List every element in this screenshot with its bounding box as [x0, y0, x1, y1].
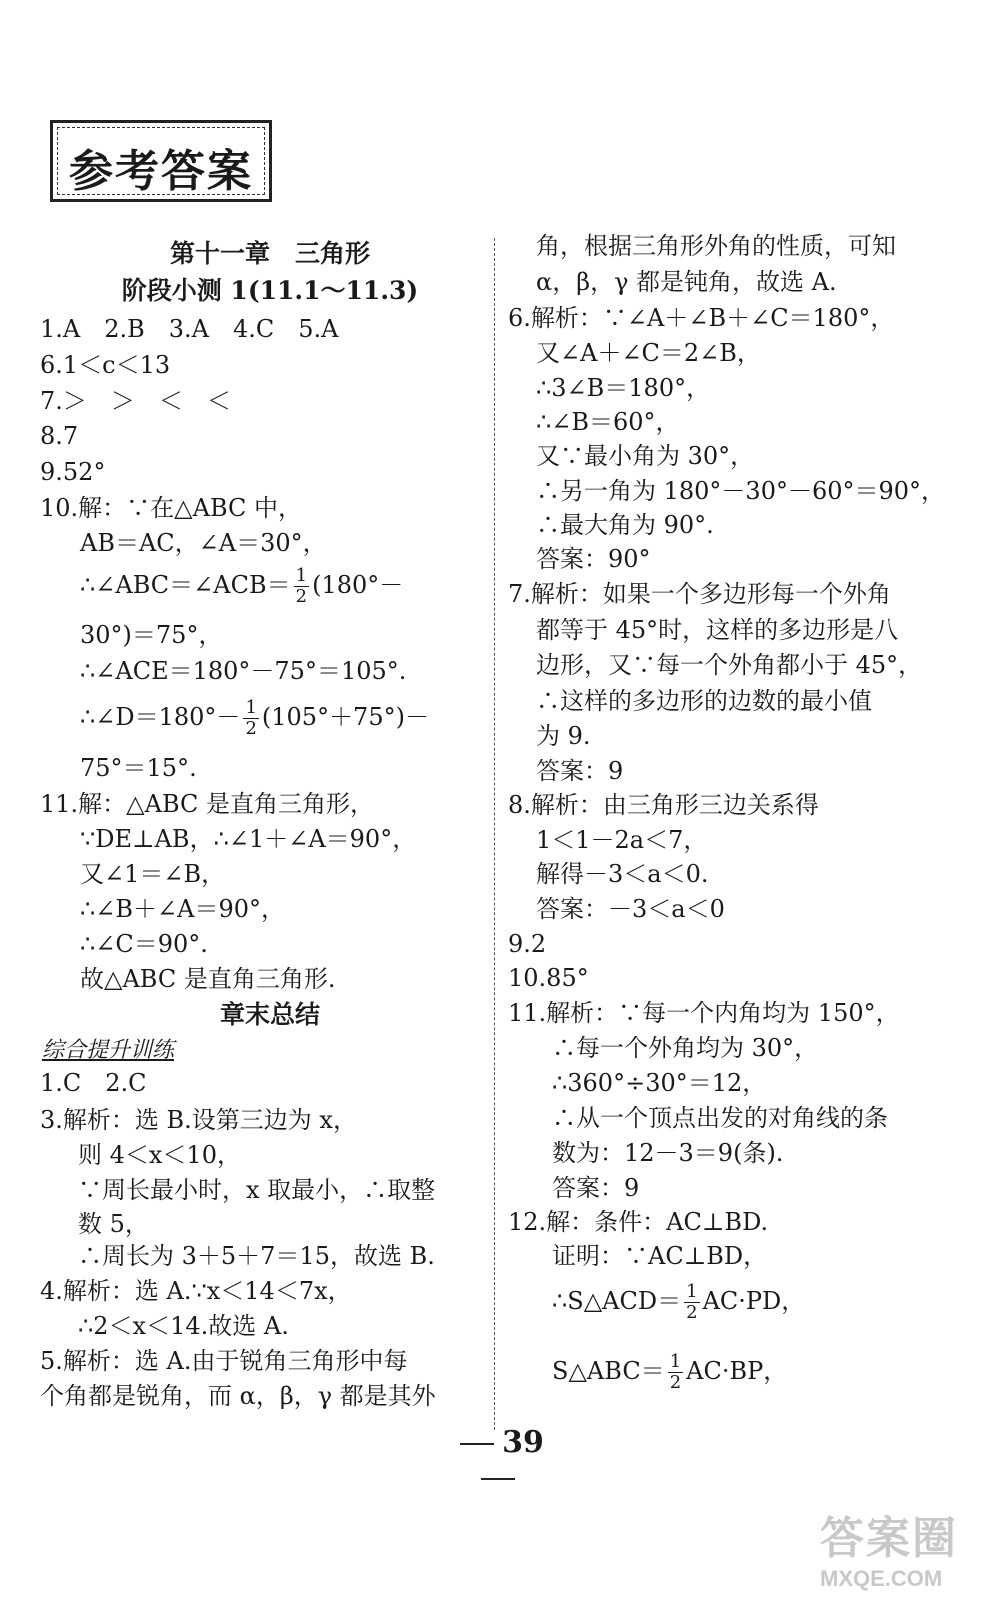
equation-text: AC·PD，	[702, 1287, 806, 1315]
answer-line: ∴另一角为 180°－30°－60°＝90°，	[536, 477, 946, 505]
answer-line: 答案：－3＜a＜0	[536, 895, 725, 923]
answer-line: 1.A 2.B 3.A 4.C 5.A	[40, 315, 339, 343]
answer-line: 都等于 45°时，这样的多边形是八	[536, 616, 899, 644]
answer-line: ∴3∠B＝180°，	[536, 374, 711, 402]
equation-text: (105°＋75°)－	[261, 703, 429, 731]
answer-line: 5.解析：选 A.由于锐角三角形中每	[40, 1347, 408, 1375]
answer-line: ∴周长为 3＋5＋7＝15，故选 B.	[78, 1242, 435, 1270]
fraction	[243, 698, 258, 739]
equation-line	[80, 566, 403, 607]
chapter-title: 第十一章 三角形	[169, 239, 370, 268]
fraction	[294, 566, 309, 607]
fraction-denominator: 2	[686, 1302, 698, 1323]
answer-line: 11.解：△ABC 是直角三角形，	[40, 790, 375, 818]
answer-line: 11.解析：∵每一个内角均为 150°，	[508, 999, 900, 1027]
answer-line: 12.解：条件：AC⊥BD.	[508, 1208, 769, 1236]
equation-text: (180°－	[312, 571, 404, 599]
answer-line: 6.解析：∵∠A＋∠B＋∠C＝180°，	[508, 304, 895, 332]
answer-line: ∴最大角为 90°.	[536, 511, 714, 539]
answer-line: 8.解析：由三角形三边关系得	[508, 791, 819, 819]
answer-line: ∴360°÷30°＝12，	[552, 1069, 767, 1097]
answer-line: 数 5，	[78, 1210, 149, 1238]
watermark-text: 答案圈	[820, 1514, 958, 1563]
fraction-numerator: 1	[295, 565, 308, 586]
answer-line: 数为：12－3＝9(条).	[552, 1139, 784, 1167]
answer-line: ∴∠ACE＝180°－75°＝105°.	[80, 657, 407, 685]
answer-line: ∴2＜x＜14.故选 A.	[78, 1312, 289, 1340]
answer-line: 10.85°	[508, 964, 589, 992]
answer-line: 1＜1－2a＜7，	[536, 826, 708, 854]
equation-text: ∴∠ABC＝∠ACB＝	[80, 571, 291, 599]
answer-line: ∴∠B＝60°，	[536, 408, 680, 436]
answer-line: 7.解析：如果一个多边形每一个外角	[508, 580, 891, 608]
answer-line: 又∠1＝∠B，	[80, 860, 226, 888]
answer-line: 75°＝15°.	[80, 754, 197, 782]
answer-line: 10.解：∵在△ABC 中，	[40, 494, 303, 522]
watermark-url: MXQE.COM	[820, 1566, 943, 1591]
answer-line: 1.C 2.C	[40, 1069, 147, 1097]
page-title: 参考答案	[69, 146, 253, 197]
fraction-denominator: 2	[669, 1372, 682, 1393]
answer-line: 答案：90°	[536, 545, 651, 573]
answer-line: 4.解析：选 A.∵x＜14＜7x，	[40, 1277, 352, 1305]
section-header-box	[50, 120, 272, 202]
equation-line	[552, 1282, 805, 1323]
answer-line: 角，根据三角形外角的性质，可知	[536, 232, 896, 260]
training-title: 综合提升训练	[42, 1038, 175, 1063]
fraction	[668, 1352, 683, 1393]
section-title: 阶段小测 1(11.1～11.3)	[121, 276, 419, 305]
answer-line: 30°)＝75°，	[80, 621, 223, 649]
equation-text: AC·BP，	[686, 1357, 788, 1385]
answer-line: ∴这样的多边形的边数的最小值	[536, 687, 872, 715]
answer-line: 边形，又∵每一个外角都小于 45°，	[536, 651, 923, 679]
answer-line: 6.1＜c＜13	[40, 351, 171, 379]
answer-line: AB＝AC，∠A＝30°，	[80, 529, 327, 557]
watermark-logo	[820, 1502, 990, 1592]
answer-line: ∴∠C＝90°.	[80, 930, 208, 958]
page-footer	[428, 1425, 568, 1465]
answer-line: 为 9.	[536, 722, 591, 750]
answer-line: ∴从一个顶点出发的对角线的条	[552, 1104, 888, 1132]
answer-line: 9.2	[508, 930, 547, 958]
footer-dash	[460, 1443, 494, 1445]
column-divider	[494, 238, 495, 1430]
fraction-denominator: 2	[245, 718, 257, 739]
equation-text: ∴∠D＝180°－	[80, 703, 241, 731]
fraction	[684, 1282, 699, 1323]
fraction-numerator: 1	[686, 1281, 698, 1302]
equation-line	[552, 1352, 787, 1393]
page-number: 39	[502, 1425, 544, 1460]
summary-title: 章末总结	[219, 1000, 320, 1029]
answer-line: ∴∠B＋∠A＝90°，	[80, 895, 285, 923]
fraction-denominator: 2	[295, 586, 308, 607]
footer-dash	[481, 1478, 515, 1480]
answer-line: 则 4＜x＜10，	[78, 1141, 241, 1169]
answer-line: 故△ABC 是直角三角形.	[80, 965, 336, 993]
answer-line: ∵DE⊥AB，∴∠1＋∠A＝90°，	[80, 825, 417, 853]
answer-line: 个角都是锐角，而 α，β，γ 都是其外	[40, 1382, 436, 1410]
answer-line: ∵周长最小时，x 取最小，∴取整	[78, 1176, 436, 1204]
equation-line	[80, 698, 429, 739]
answer-line: 8.7	[40, 422, 79, 450]
answer-line: 9.52°	[40, 458, 106, 486]
answer-line: 又∵最小角为 30°，	[536, 442, 755, 470]
answer-line: 解得－3＜a＜0.	[536, 860, 709, 888]
equation-text: ∴S△ACD＝	[552, 1287, 682, 1315]
equation-text: S△ABC＝	[552, 1357, 665, 1385]
fraction-numerator: 1	[669, 1351, 682, 1372]
answer-line: α，β，γ 都是钝角，故选 A.	[536, 268, 837, 296]
answer-line: 3.解析：选 B.设第三边为 x，	[40, 1106, 357, 1134]
answer-line: 7.＞ ＞ ＜ ＜	[40, 387, 231, 415]
answer-line: 又∠A＋∠C＝2∠B，	[536, 339, 761, 367]
fraction-numerator: 1	[245, 697, 257, 718]
answer-line: 证明：∵AC⊥BD，	[552, 1242, 768, 1270]
answer-line: 答案：9	[536, 757, 624, 785]
answer-line: ∴每一个外角均为 30°，	[552, 1034, 819, 1062]
answer-line: 答案：9	[552, 1174, 640, 1202]
